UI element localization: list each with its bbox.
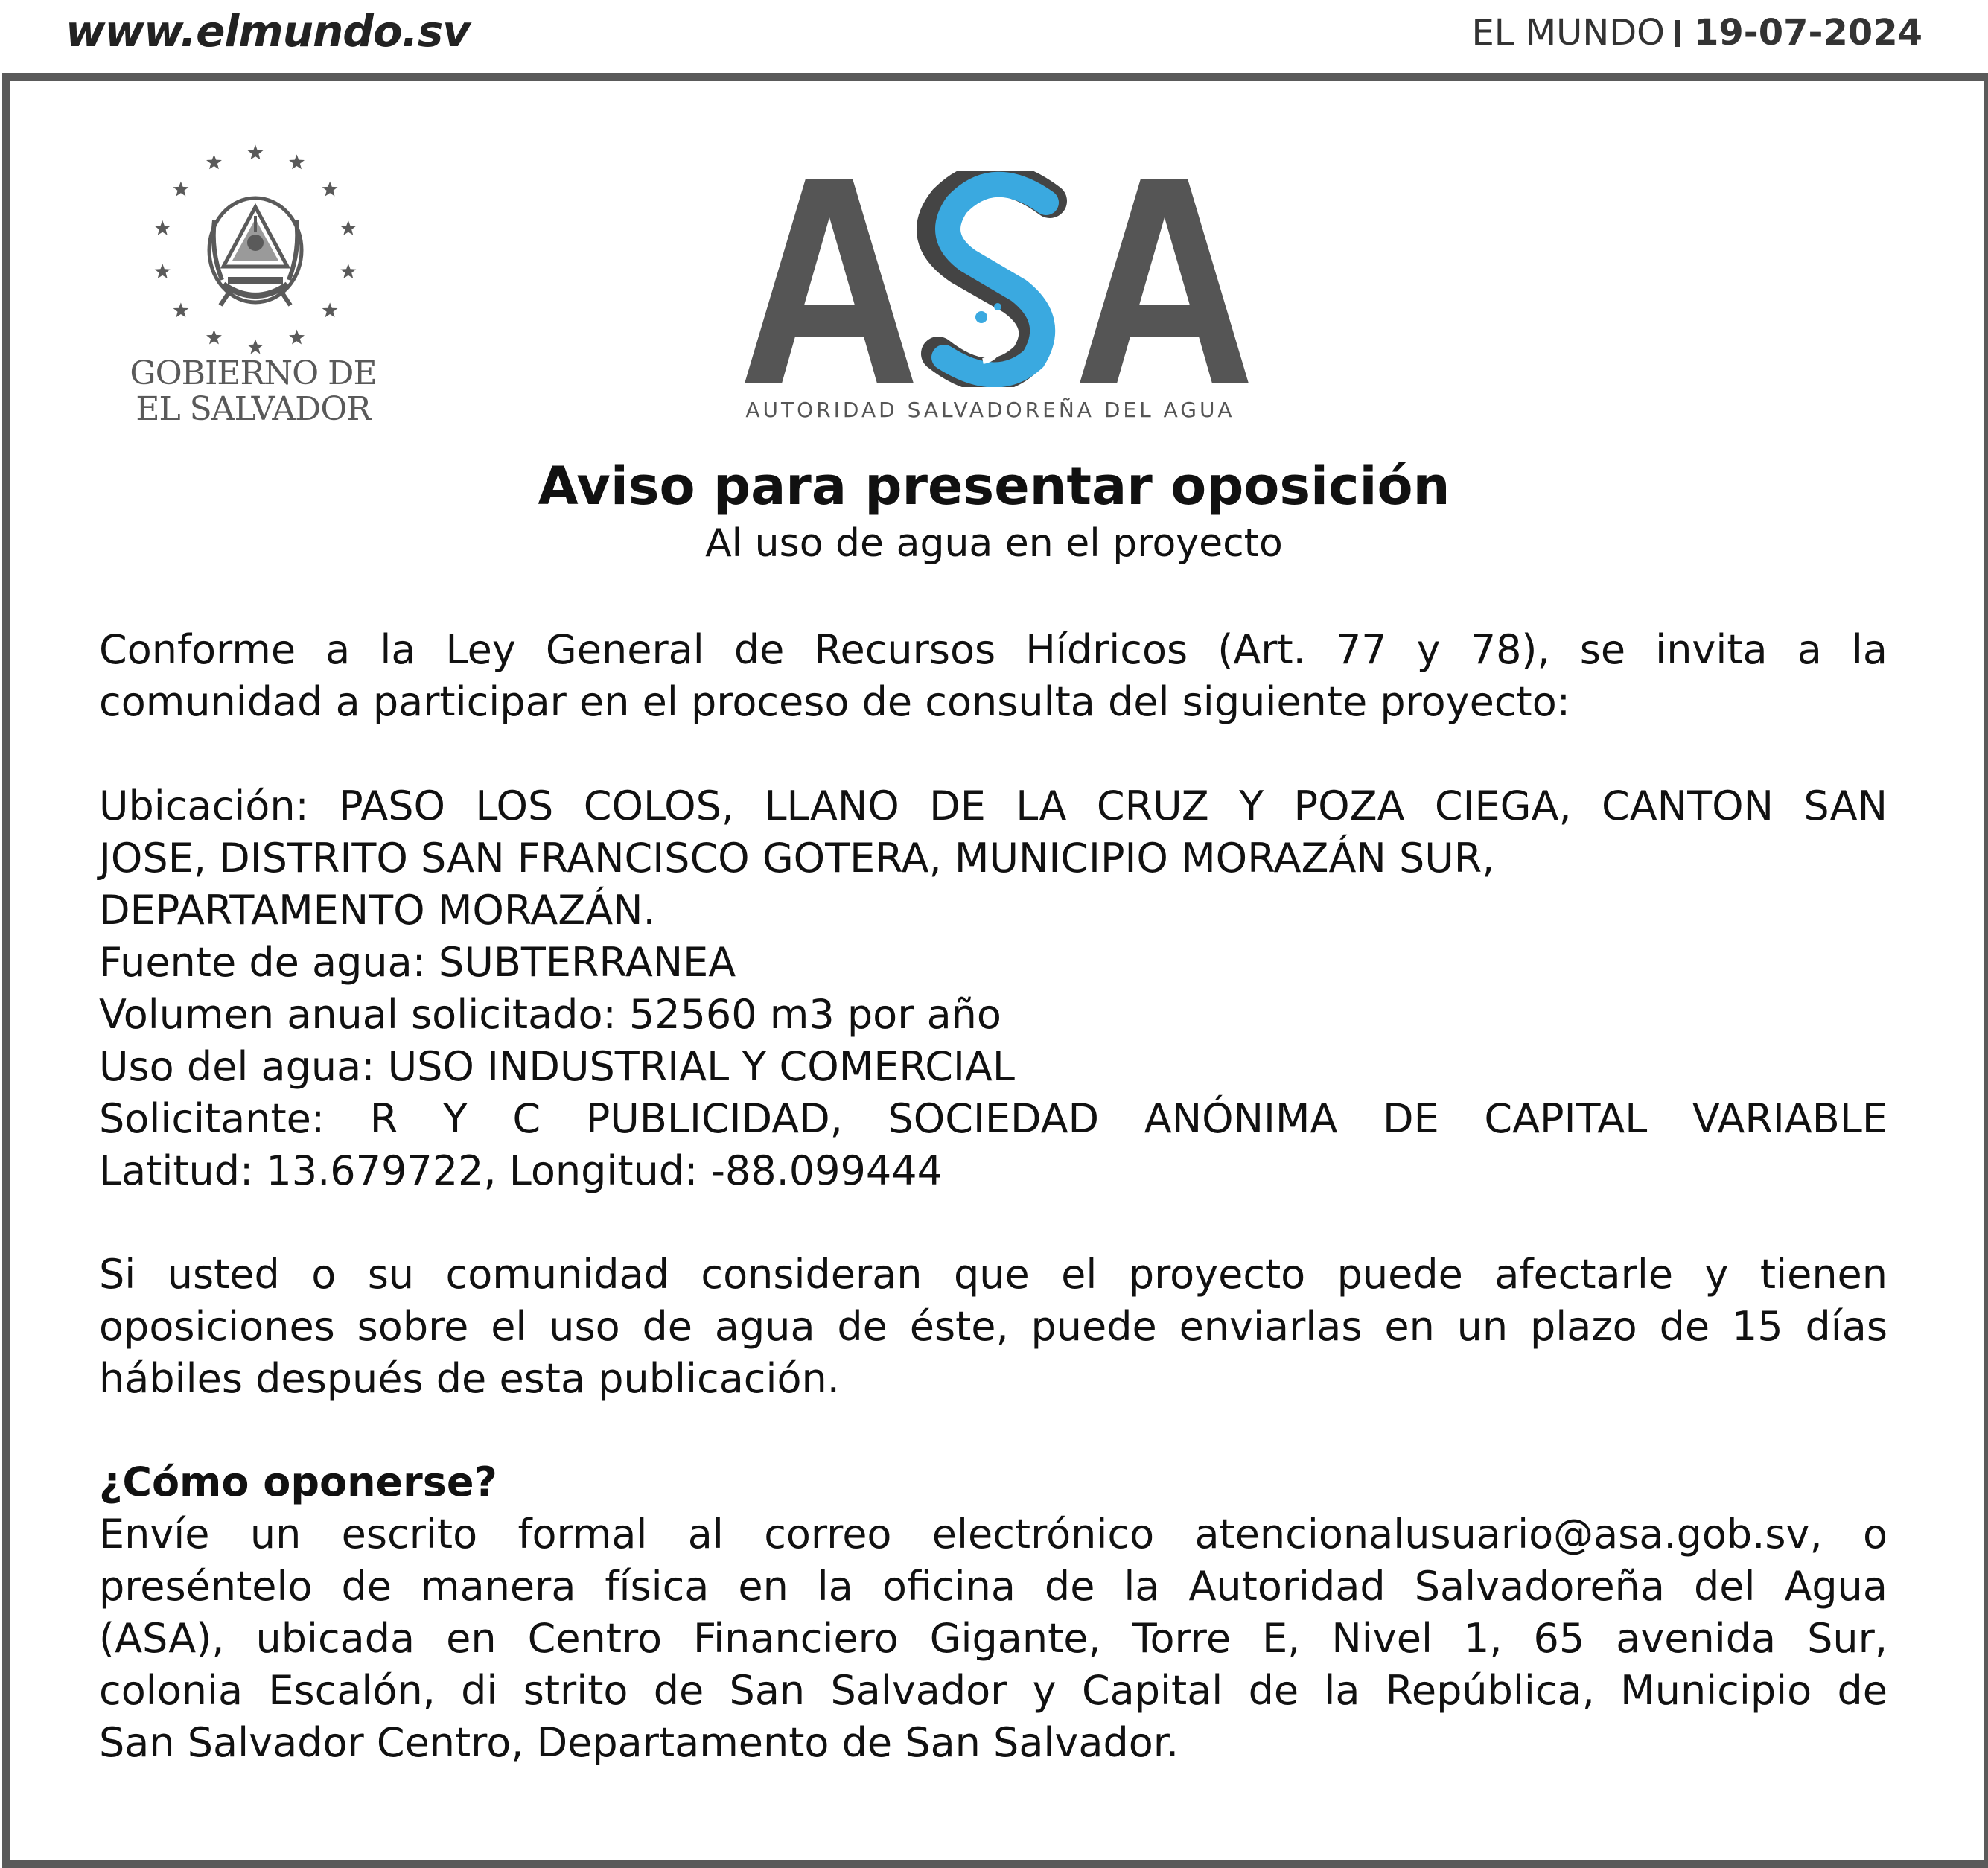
oposicion-line-3: hábiles después de esta publicación. [99, 1355, 840, 1402]
notice-title: Aviso para presentar oposición [538, 456, 1450, 517]
fuente-de-agua: Fuente de agua: SUBTERRANEA [99, 939, 736, 986]
masthead [0, 0, 1988, 73]
paper-name: EL MUNDO [1471, 12, 1665, 54]
el-salvador-coat-of-arms-icon [140, 138, 371, 354]
star-icon [155, 220, 171, 235]
volumen-anual: Volumen anual solicitado: 52560 m3 por año [99, 991, 1001, 1038]
government-name-line1: GOBIERNO DE [130, 354, 377, 392]
opposition-paragraph [99, 1249, 1887, 1405]
asa-tagline: AUTORIDAD SALVADOREÑA DEL AGUA [745, 398, 1235, 422]
como-line-3: (ASA), ubicada en Centro Financiero Gigante, Torre E, Nivel 1, 65 avenida Sur, [99, 1615, 1887, 1662]
star-icon [248, 340, 264, 354]
site-url: www.elmundo.sv [66, 6, 471, 57]
ubicacion-line-3: DEPARTAMENTO MORAZÁN. [99, 887, 656, 934]
solicitante: Solicitante: R Y C PUBLICIDAD, SOCIEDAD ANÓNIMA DE CAPITAL VARIABLE [99, 1095, 1887, 1142]
oposicion-line-1: Si usted o su comunidad consideran que el proyecto puede afectarle y tienen [99, 1251, 1887, 1298]
como-line-4: colonia Escalón, di strito de San Salvador y Capital de la República, Municipio de [99, 1667, 1887, 1714]
star-icon [289, 154, 305, 169]
star-icon [340, 264, 356, 278]
government-name [119, 356, 387, 427]
edition-info [1471, 12, 1922, 54]
como-line-2: preséntelo de manera física en la oficina de la Autoridad Salvadoreña del Agua [99, 1563, 1887, 1610]
star-icon [155, 264, 171, 278]
star-icon [289, 330, 305, 345]
star-icon [322, 302, 338, 317]
star-icon [340, 220, 356, 235]
how-to-oppose-section [99, 1456, 1887, 1769]
intro-paragraph [99, 624, 1887, 728]
star-icon [248, 144, 264, 159]
coat-of-arms-icon [209, 198, 302, 305]
uso-del-agua: Uso del agua: USO INDUSTRIAL Y COMERCIAL [99, 1043, 1015, 1090]
como-line-1: Envíe un escrito formal al correo electrónico atencionalusuario@asa.gob.sv, o [99, 1511, 1887, 1558]
intro-line-1: Conforme a la Ley General de Recursos Hídricos (Art. 77 y 78), se invita a la [99, 626, 1887, 673]
star-icon [173, 182, 189, 197]
coordenadas: Latitud: 13.679722, Longitud: -88.099444 [99, 1147, 943, 1194]
star-icon [206, 154, 222, 169]
separator-bar [1675, 20, 1680, 47]
ubicacion-line-1: Ubicación: PASO LOS COLOS, LLANO DE LA CRUZ Y POZA CIEGA, CANTON SAN [99, 782, 1887, 829]
notice-subtitle: Al uso de agua en el proyecto [705, 521, 1283, 566]
star-icon [206, 330, 222, 345]
publication-date: 19-07-2024 [1693, 12, 1922, 54]
project-details [99, 780, 1887, 1197]
como-line-5: San Salvador Centro, Departamento de San Salvador. [99, 1719, 1179, 1766]
how-to-oppose-heading: ¿Cómo oponerse? [99, 1459, 497, 1505]
oposicion-line-2: oposiciones sobre el uso de agua de éste, puede enviarlas en un plazo de 15 días [99, 1303, 1887, 1350]
ubicacion-line-2: JOSE, DISTRITO SAN FRANCISCO GOTERA, MUNICIPIO MORAZÁN SUR, [99, 835, 1495, 882]
asa-logo [745, 171, 1251, 387]
star-icon [322, 182, 338, 197]
government-name-line2: EL SALVADOR [136, 390, 371, 428]
intro-line-2: comunidad a participar en el proceso de consulta del siguiente proyecto: [99, 678, 1570, 725]
star-icon [173, 302, 189, 317]
